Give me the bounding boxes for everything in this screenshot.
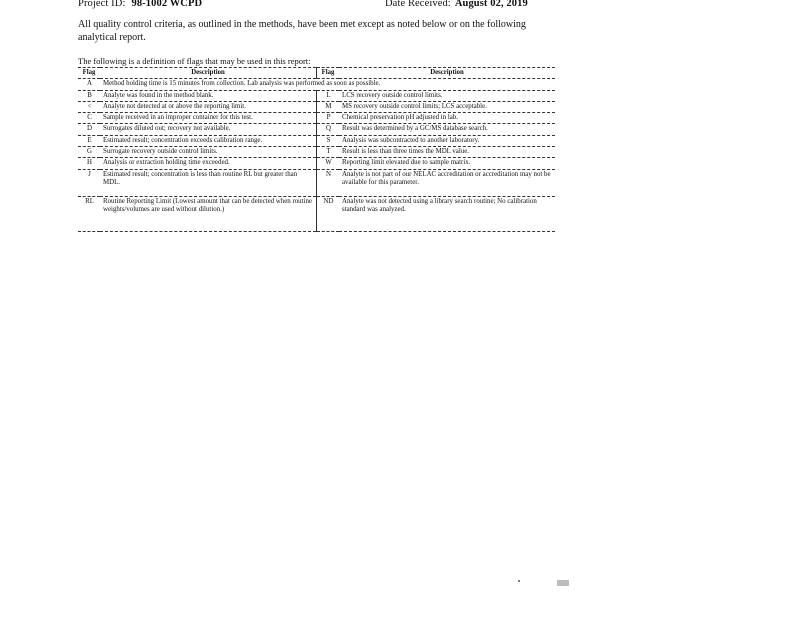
- date-label: Date Received:: [385, 0, 451, 9]
- project-label: Project ID:: [78, 0, 126, 9]
- table-row: [78, 90, 555, 101]
- flag-code: A: [78, 79, 100, 90]
- project-id: 98-1002 WCPD: [131, 0, 203, 9]
- flag-code: <: [78, 101, 100, 112]
- flag-code: G: [78, 147, 100, 158]
- flag-code: C: [78, 113, 100, 124]
- table-row: [78, 169, 555, 196]
- date-received: August 02, 2019: [454, 0, 528, 9]
- flag-code: E: [78, 135, 100, 146]
- flag-description: MS recovery outside control limits; LCS acceptable.: [339, 101, 555, 112]
- flag-description: Analyte not detected at or above the reporting limit.: [100, 101, 317, 112]
- flag-code: W: [317, 158, 340, 169]
- flag-code: ND: [317, 196, 340, 231]
- flag-description: Estimated result; concentration exceeds calibration range.: [100, 135, 317, 146]
- flag-definitions-table: [78, 67, 555, 232]
- flags-heading: The following is a definition of flags that may be used in this report:: [78, 56, 311, 66]
- table-row: [78, 124, 555, 135]
- flag-description: Routine Reporting Limit (Lowest amount that can be detected when routine weights/volumes are used without dilution.): [100, 196, 317, 231]
- flag-description: Result is less than three times the MDL value.: [339, 147, 555, 158]
- flag-code: H: [78, 158, 100, 169]
- flag-description: Analysis or extraction holding time exceeded.: [100, 158, 317, 169]
- flag-description: Surrogates diluted out; recovery not available.: [100, 124, 317, 135]
- flag-code: Q: [317, 124, 340, 135]
- project-id-field: [78, 0, 202, 9]
- flag-code: B: [78, 90, 100, 101]
- col-header-flag: Flag: [78, 68, 100, 79]
- scan-speck: [518, 580, 520, 582]
- flag-code: L: [317, 90, 340, 101]
- date-received-field: [385, 0, 528, 9]
- table-row: [78, 101, 555, 112]
- flag-description: Reporting limit elevated due to sample matrix.: [339, 158, 555, 169]
- flag-code: T: [317, 147, 340, 158]
- flag-code: RL: [78, 196, 100, 231]
- col-header-description: Description: [100, 68, 317, 79]
- flag-code: P: [317, 113, 340, 124]
- table-row: [78, 135, 555, 146]
- flag-description: Estimated result; concentration is less than routine RL but greater than MDL.: [100, 169, 317, 196]
- col-header-flag-2: Flag: [317, 68, 340, 79]
- table-row: [78, 147, 555, 158]
- flag-code: J: [78, 169, 100, 196]
- flag-code: M: [317, 101, 340, 112]
- flag-code: S: [317, 135, 340, 146]
- flag-description: Analyte was found in the method blank.: [100, 90, 317, 101]
- table-row: [78, 196, 555, 231]
- flag-description: Surrogate recovery outside control limits.: [100, 147, 317, 158]
- table-header-row: [78, 68, 555, 79]
- flag-code: D: [78, 124, 100, 135]
- flag-description: Method holding time is 15 minutes from collection. Lab analysis was performed as soon as possible.: [100, 79, 555, 90]
- flag-description: Analyte is not part of our NELAC accreditation or accreditation may not be available for this parameter.: [339, 169, 555, 196]
- flag-code: N: [317, 169, 340, 196]
- flag-description: Chemical preservation pH adjusted in lab.: [339, 113, 555, 124]
- table-row: [78, 158, 555, 169]
- qc-statement: All quality control criteria, as outlined in the methods, have been met except as noted below or on the following analytical report.: [78, 19, 526, 43]
- flag-description: Sample received in an improper container for this test.: [100, 113, 317, 124]
- flag-description: Analysis was subcontracted to another laboratory.: [339, 135, 555, 146]
- table-row: [78, 79, 555, 90]
- flag-description: LCS recovery outside control limits.: [339, 90, 555, 101]
- col-header-description-2: Description: [339, 68, 555, 79]
- flag-description: Analyte was not detected using a library search routine; No calibration standard was analyzed.: [339, 196, 555, 231]
- flag-description: Result was determined by a GC/MS database search.: [339, 124, 555, 135]
- table-row: [78, 113, 555, 124]
- page-number-mark: [557, 580, 569, 586]
